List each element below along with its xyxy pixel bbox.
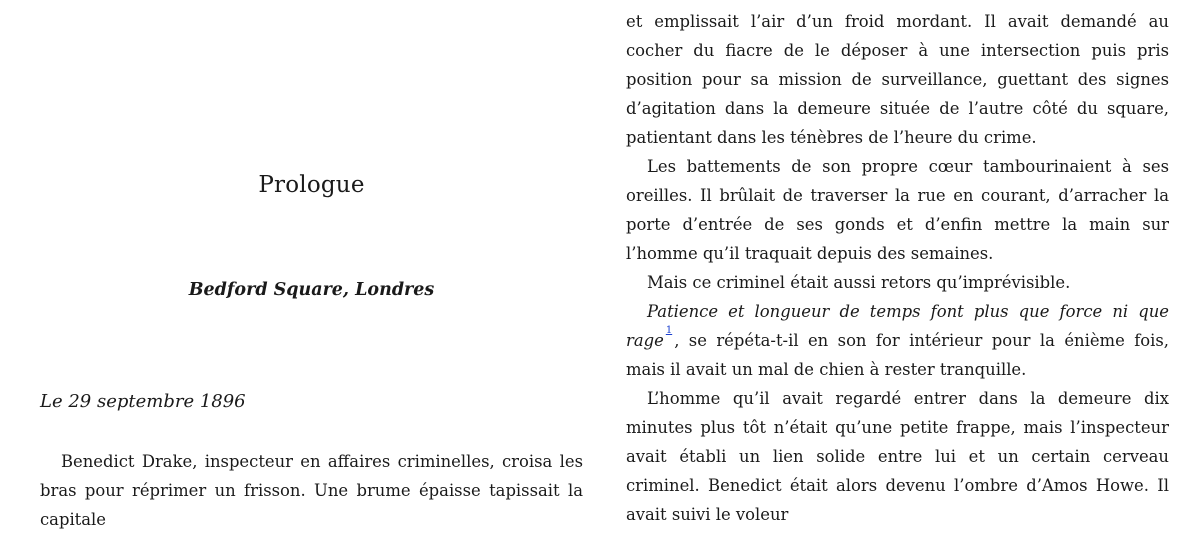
paragraph: Les battements de son propre cœur tambourinaient à ses oreilles. Il brûlait de traverser la rue en courant, d’arracher la porte d’entrée de ses gonds et d’enfin mettre la main sur l’homme qu’il traquait depuis des semaines. bbox=[626, 157, 1169, 263]
right-page bbox=[626, 0, 1169, 524]
location-heading: Bedford Square, Londres bbox=[188, 280, 435, 300]
footnote-link[interactable]: 1 bbox=[665, 325, 673, 336]
left-page bbox=[40, 0, 583, 529]
paragraph: L’homme qu’il avait regardé entrer dans la demeure dix minutes plus tôt n’était qu’une petite frappe, mais l’inspecteur avait établi un lien solide entre lui et un certain cerveau criminel. Benedict était alors devenu l’ombre d’Amos Howe. Il avait suivi le voleur bbox=[626, 389, 1169, 524]
date-line: Le 29 septembre 1896 bbox=[40, 391, 246, 412]
right-body-text bbox=[626, 7, 1169, 529]
paragraph: Mais ce criminel était aussi retors qu’imprévisible. bbox=[647, 273, 1071, 292]
paragraph-continued: et emplissait l’air d’un froid mordant. Il avait demandé au cocher du fiacre de le déposer à une intersection puis pris position pour sa mission de surveillance, guettant des signes d’agitation dans la demeure située de l’autre côté du square, patientant dans les ténèbres de l’heure du crime. bbox=[626, 12, 1169, 147]
left-body-text bbox=[40, 447, 583, 534]
paragraph-text: , se répéta-t-il en son for intérieur pour la énième fois, mais il avait un mal de chien à rester tranquille. bbox=[626, 331, 1169, 379]
italic-quote: Patience et longueur de temps font plus que force ni que rage bbox=[626, 302, 1169, 350]
paragraph: Benedict Drake, inspecteur en affaires criminelles, croisa les bras pour réprimer un frisson. Une brume épaisse tapissait la capitale bbox=[40, 452, 583, 529]
chapter-title: Prologue bbox=[258, 172, 365, 198]
paragraph-with-footnote bbox=[626, 297, 1169, 384]
